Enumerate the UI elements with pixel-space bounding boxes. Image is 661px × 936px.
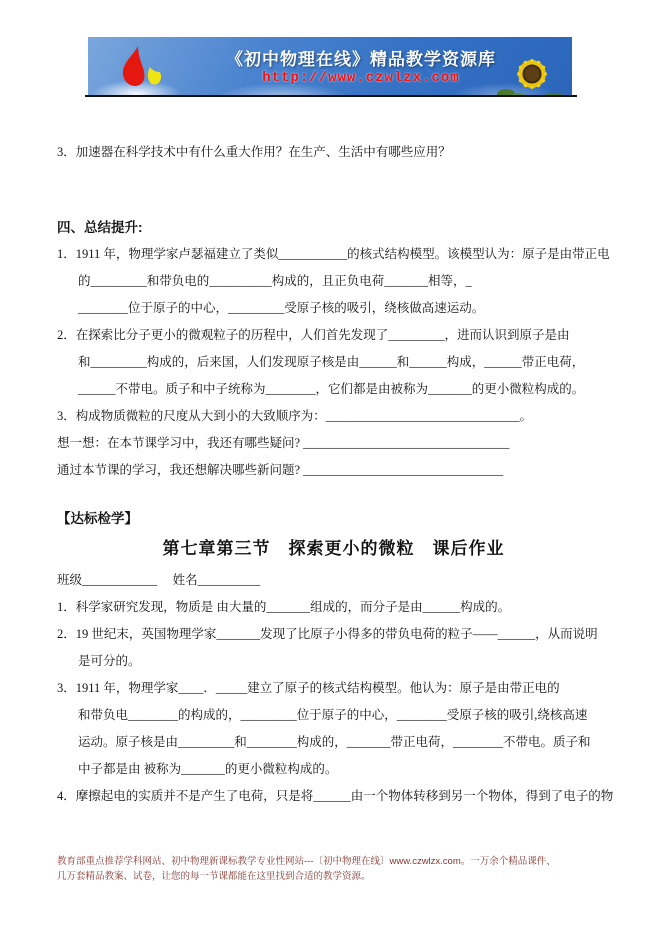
sunflower-icon (476, 38, 572, 95)
summary-item1-line2: 的_________和带负电的__________构成的，且正负电荷_______相等，_ (78, 274, 472, 288)
question-accelerator: 3．加速器在科学技术中有什么重大作用？在生产、生活中有哪些应用？ (57, 145, 451, 159)
homework-q3-line1: 3．1911 年，物理学家____．_____建立了原子的核式结构模型。他认为：原子是由带正电的 (57, 681, 560, 695)
section-tag-check: 【达标检学】 (57, 511, 138, 526)
site-logo-flame-icon (114, 45, 172, 91)
summary-item1-line1: 1．1911 年，物理学家卢瑟福建立了类似___________的核式结构模型。该模型认为：原子是由带正电 (57, 247, 610, 261)
homework-q4: 4．摩擦起电的实质并不是产生了电荷，只是将______由一个物体转移到另一个物体，得到了电子的物 (57, 789, 614, 803)
homework-q3-line3: 运动。原子核是由_________和________构成的，_______带正电荷，________不带电。质子和 (78, 735, 591, 749)
summary-item3: 3．构成物质微粒的尺度从大到小的大致顺序为：_______________________________。 (57, 409, 533, 423)
homework-q1: 1．科学家研究发现，物质是 由大量的_______组成的，而分子是由______构成的。 (57, 600, 511, 614)
summary-item2-line2: 和_________构成的，后来国，人们发现原子核是由______和______构成，______带正电荷， (78, 355, 585, 369)
banner-site-url[interactable]: http://www.czwlzx.com (262, 70, 460, 86)
class-name-line: 班级____________ 姓名__________ (57, 573, 261, 587)
worksheet-body (57, 139, 614, 810)
footer-line2: 几万套精品教案、试卷，让您的每一节课都能在这里找到合适的教学资源。 (57, 871, 371, 882)
banner-site-title: 《初中物理在线》精品教学资源库 (226, 50, 496, 69)
summary-item2-line1: 2．在探索比分子更小的微观粒子的历程中，人们首先发现了_________，进而认识到原子是由 (57, 328, 570, 342)
header-banner (88, 37, 572, 95)
section-heading-summary: 四、总结提升: (57, 220, 143, 235)
homework-q3-line2: 和带负电________的构成的，_________位于原子的中心，________受原子核的吸引,绕核高速 (78, 708, 588, 722)
summary-think1: 想一想：在本节课学习中，我还有哪些疑问? _________________________________ (57, 436, 510, 450)
summary-item2-line3: ______不带电。质子和中子统称为________，它们都是由被称为_______的更小微粒构成的。 (78, 382, 585, 396)
page-footer (57, 854, 610, 884)
header-divider (85, 95, 577, 97)
homework-q2-line1: 2．19 世纪末，英国物理学家_______发现了比原子小得多的带负电荷的粒子——______，从而说明 (57, 627, 598, 641)
summary-think2: 通过本节课的学习，我还想解决哪些新问题? ________________________________ (57, 463, 504, 477)
homework-q3-line4: 中子都是由 被称为_______的更小微粒构成的。 (78, 762, 338, 776)
homework-title: 第七章第三节 探索更小的微粒 课后作业 (162, 539, 505, 558)
homework-q2-line2: 是可分的。 (78, 654, 141, 668)
summary-item1-line3: ________位于原子的中心，_________受原子核的吸引，绕核做高速运动。 (78, 301, 485, 315)
footer-line1: 教育部重点推荐学科网站、初中物理新课标教学专业性网站---〔初中物理在线〕www.czwlzx.com。一万余个精品课件、 (57, 856, 556, 867)
